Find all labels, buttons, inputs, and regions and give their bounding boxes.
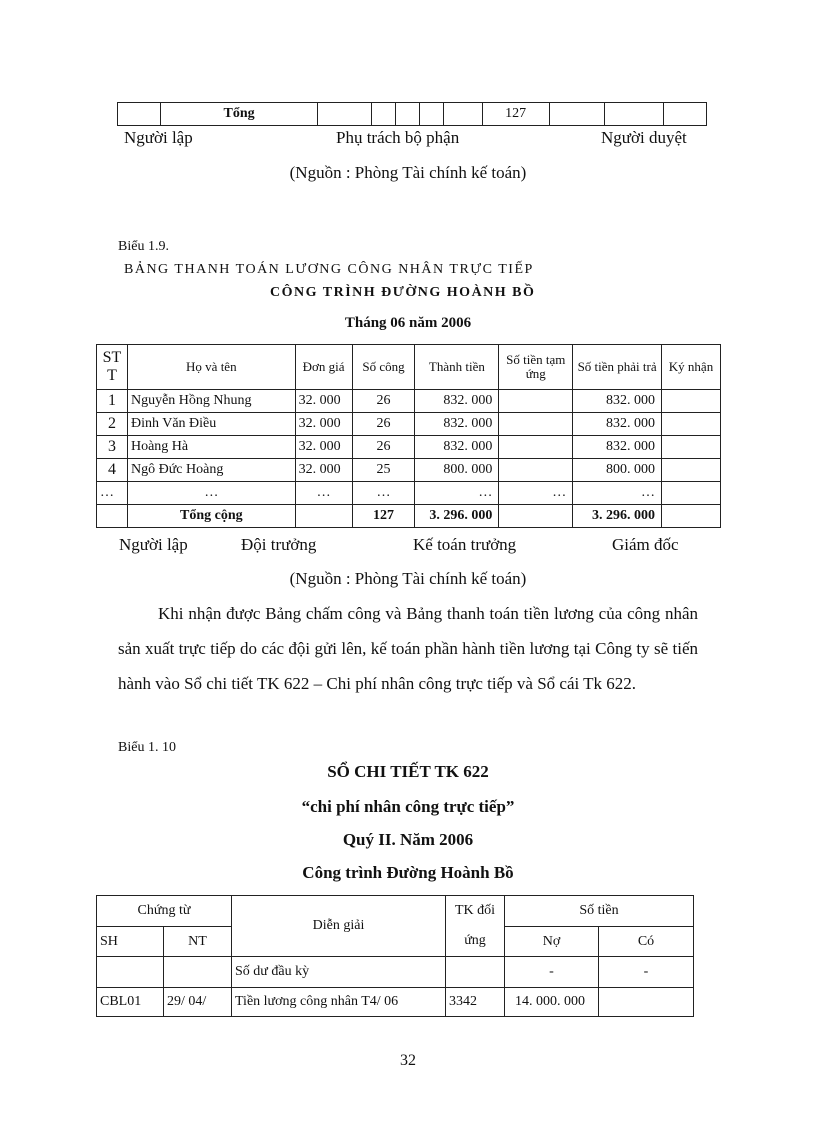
col-tk: TK đối ứng: [446, 896, 505, 957]
col-voucher: Chứng từ: [97, 896, 232, 927]
exhibit-label: Biểu 1.9.: [118, 239, 169, 254]
col-amount: Thành tiền: [415, 345, 499, 390]
table-row: 4 Ngô Đức Hoàng 32. 000 25 800. 000 800. 000: [97, 459, 721, 482]
signature-chief-accountant: Kế toán trưởng: [413, 535, 517, 554]
col-sh: SH: [97, 926, 164, 957]
col-advance: Số tiền tạm ứng: [499, 345, 573, 390]
ledger-title: SỔ CHI TIẾT TK 622: [327, 762, 489, 781]
total-payable: 3. 296. 000: [573, 505, 662, 528]
page-number: 32: [400, 1052, 416, 1069]
col-signature: Ký nhận: [662, 345, 721, 390]
ledger-subtitle: “chi phí nhân công trực tiếp”: [301, 797, 515, 816]
table-row: [118, 103, 707, 126]
total-label: Tổng cộng: [127, 505, 295, 528]
ledger-quarter: Quý II. Năm 2006: [342, 830, 474, 849]
payroll-table: [96, 344, 721, 528]
signature-creator: Người lập: [119, 535, 188, 554]
ledger-table: [96, 895, 694, 1017]
table-header-row: [97, 345, 721, 390]
total-days: 127: [352, 505, 415, 528]
col-amount: Số tiền: [505, 896, 694, 927]
signature-team-lead: Đội trưởng: [241, 535, 317, 554]
col-debit: Nợ: [505, 926, 599, 957]
col-payable: Số tiền phải trả: [573, 345, 662, 390]
ledger-project: Công trình Đường Hoành Bồ: [302, 863, 514, 882]
table-row: CBL01 29/ 04/ Tiền lương công nhân T4/ 06 3342 14. 000. 000: [97, 988, 694, 1017]
col-days: Số công: [352, 345, 415, 390]
signature-dept-head: Phụ trách bộ phận: [336, 128, 460, 147]
body-paragraph: Khi nhận được Bảng chấm công và Bảng thanh toán tiền lương của công nhân sản xuất trực tiếp do các đội gửi lên, kế toán phần hành tiền lương tại Công ty sẽ tiến hành vào Sổ chi tiết TK 622 – Chi phí nhân công trực tiếp và Sổ cái Tk 622.: [118, 604, 698, 693]
source-note: (Nguồn : Phòng Tài chính kế toán): [289, 163, 527, 182]
col-description: Diễn giải: [232, 896, 446, 957]
table-total-row: [97, 505, 721, 528]
project-title: CÔNG TRÌNH ĐƯỜNG HOÀNH BỒ: [270, 285, 536, 300]
col-credit: Có: [599, 926, 694, 957]
summary-total-table: [117, 102, 707, 126]
col-stt: ST T: [97, 345, 128, 390]
total-amount: 3. 296. 000: [415, 505, 499, 528]
col-name: Họ và tên: [127, 345, 295, 390]
exhibit-label: Biểu 1. 10: [118, 740, 176, 755]
signature-creator: Người lập: [124, 128, 193, 147]
col-unit-price: Đơn giá: [295, 345, 352, 390]
total-days: 127: [482, 103, 549, 126]
signature-director: Giám đốc: [612, 535, 679, 554]
payroll-title: BẢNG THANH TOÁN LƯƠNG CÔNG NHÂN TRỰC TIẾP: [124, 262, 534, 277]
signature-approver: Người duyệt: [601, 128, 687, 147]
source-note: (Nguồn : Phòng Tài chính kế toán): [289, 569, 527, 588]
payroll-month: Tháng 06 năm 2006: [344, 315, 472, 331]
total-label: Tổng: [160, 103, 318, 126]
col-nt: NT: [164, 926, 232, 957]
table-row-ellipsis: … … … … … … …: [97, 482, 721, 505]
table-row: 2 Đinh Văn Điều 32. 000 26 832. 000 832. 000: [97, 413, 721, 436]
table-row: 3 Hoàng Hà 32. 000 26 832. 000 832. 000: [97, 436, 721, 459]
table-row: 1 Nguyễn Hồng Nhung 32. 000 26 832. 000 832. 000: [97, 390, 721, 413]
table-row: Số dư đầu kỳ - -: [97, 957, 694, 988]
